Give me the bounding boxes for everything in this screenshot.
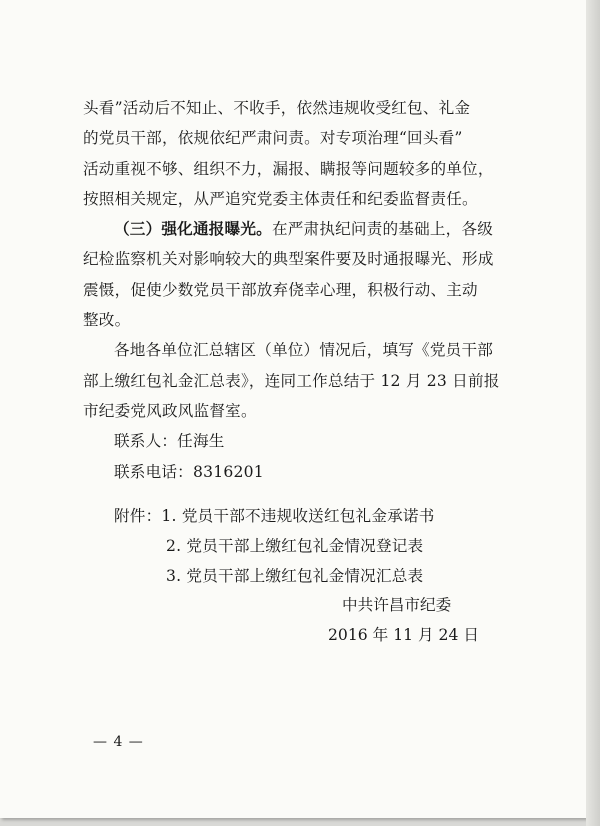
attachment-item-3: 3. 党员干部上缴红包礼金情况汇总表 — [166, 567, 424, 586]
contact-phone: 联系电话：8316201 — [114, 462, 264, 481]
body-line: 按照相关规定，从严追究党委主体责任和纪委监督责任。 — [83, 189, 478, 208]
signature-org: 中共许昌市纪委 — [342, 596, 452, 614]
body-line: 头看”活动后不知止、不收手，依然违规收受红包、礼金 — [83, 99, 471, 117]
body-line: 市纪委党风政风监督室。 — [83, 401, 257, 420]
body-line: 震慑，促使少数党员干部放弃侥幸心理，积极行动、主动 — [83, 280, 478, 299]
scan-edge — [586, 0, 600, 826]
body-line: 整改。 — [83, 311, 131, 330]
body-text: 在严肃执纪问责的基础上，各级 — [271, 220, 494, 239]
body-line: 各地各单位汇总辖区（单位）情况后，填写《党员干部 — [114, 341, 494, 360]
section-heading: （三）强化通报曝光。 — [114, 219, 272, 239]
section-line — [83, 214, 503, 244]
document-body — [83, 93, 503, 592]
body-line: 活动重视不够、组织不力，漏报、瞒报等问题较多的单位， — [83, 159, 494, 178]
page-number: — 4 — — [93, 734, 144, 750]
attachment-item-1: 附件：1. 党员干部不违规收送红包礼金承诺书 — [114, 506, 435, 525]
signature-block — [328, 590, 479, 650]
signature-date: 2016 年 11 月 24 日 — [328, 626, 479, 644]
contact-person: 联系人：任海生 — [114, 432, 225, 451]
body-line: 部上缴红包礼金汇总表》，连同工作总结于 12 月 23 日前报 — [83, 371, 500, 390]
attachment-item-2: 2. 党员干部上缴红包礼金情况登记表 — [166, 537, 424, 556]
body-line: 纪检监察机关对影响较大的典型案件要及时通报曝光、形成 — [83, 250, 494, 269]
body-line: 的党员干部，依规依纪严肃问责。对专项治理“回头看” — [83, 129, 463, 148]
